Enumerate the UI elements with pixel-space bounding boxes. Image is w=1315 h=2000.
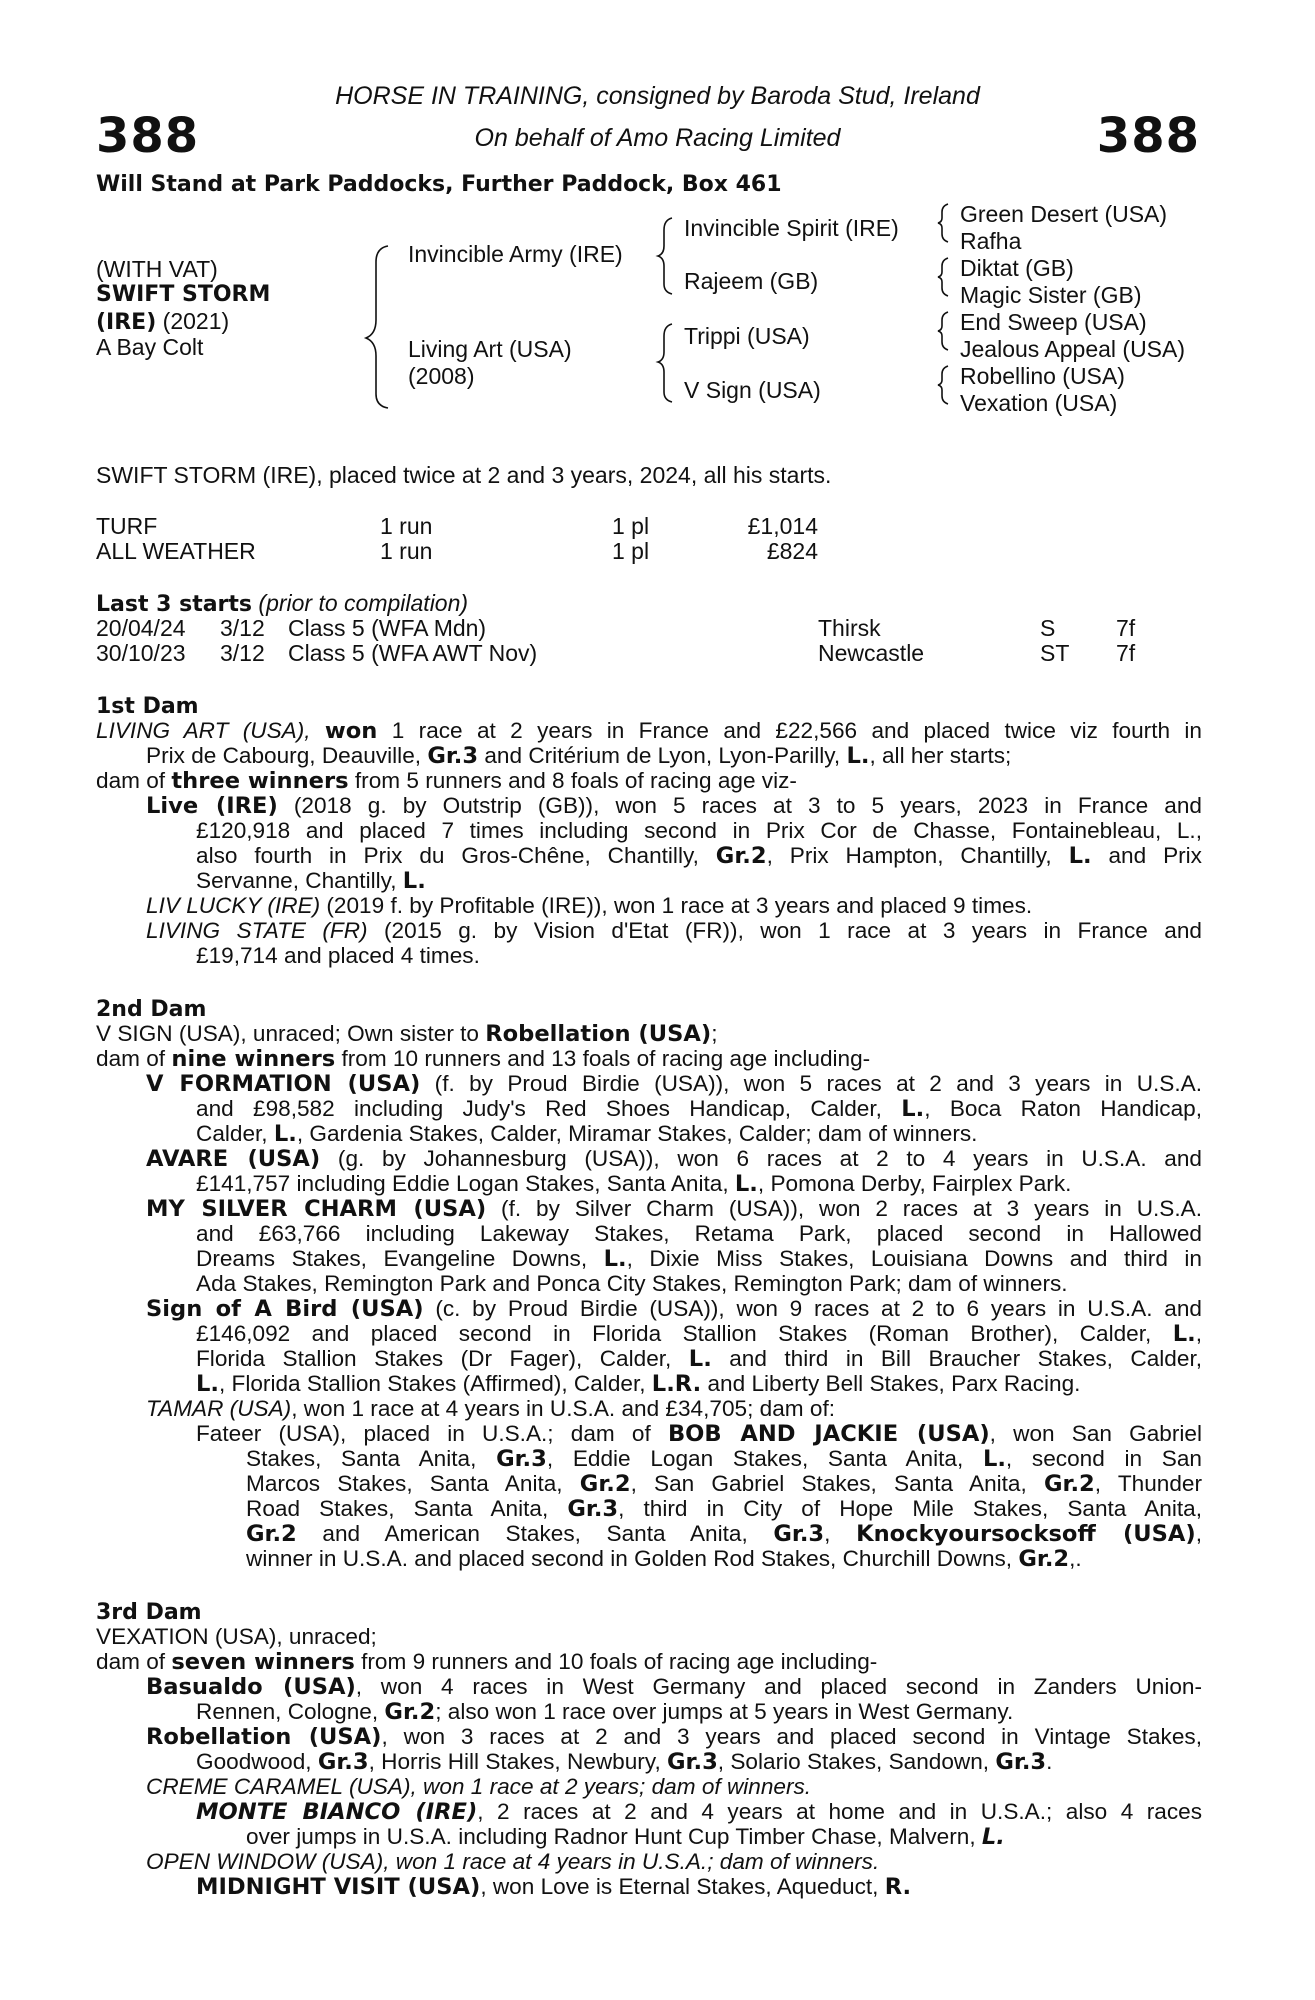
start-race: Class 5 (WFA Mdn) bbox=[288, 615, 487, 641]
produce-entry: CREME CARAMEL (USA), won 1 race at 2 years; dam of winners. bbox=[146, 1774, 812, 1799]
start-distance: 7f bbox=[1116, 640, 1136, 666]
produce-entry: £146,092 and placed second in Florida Stallion Stakes (Roman Brother), Calder, L., bbox=[196, 1321, 1202, 1347]
produce-entry: Marcos Stakes, Santa Anita, Gr.2, San Gabriel Stakes, Santa Anita, Gr.2, Thunder bbox=[246, 1471, 1202, 1497]
third-dam-heading: 3rd Dam bbox=[96, 1600, 202, 1625]
start-course: Newcastle bbox=[818, 640, 925, 666]
start-going: ST bbox=[1040, 640, 1070, 666]
record-surface: TURF bbox=[96, 513, 158, 539]
produce-entry: Stakes, Santa Anita, Gr.3, Eddie Logan Stakes, Santa Anita, L., second in San bbox=[246, 1446, 1202, 1472]
produce-entry: OPEN WINDOW (USA), won 1 race at 4 years in U.S.A.; dam of winners. bbox=[146, 1849, 880, 1874]
start-date: 30/10/23 bbox=[96, 640, 186, 666]
produce-entry: £19,714 and placed 4 times. bbox=[196, 943, 480, 968]
pedigree-sire-dam: Rajeem (GB) bbox=[684, 268, 819, 294]
produce-entry: Robellation (USA), won 3 races at 2 and 3 years and placed second in Vintage Stakes, bbox=[146, 1724, 1202, 1750]
record-prize: £824 bbox=[766, 538, 818, 564]
produce-entry: and £63,766 including Lakeway Stakes, Retama Park, placed second in Hallowed bbox=[196, 1221, 1202, 1246]
pedigree-dam-year: (2008) bbox=[408, 363, 475, 389]
produce-entry: over jumps in U.S.A. including Radnor Hunt Cup Timber Chase, Malvern, L. bbox=[246, 1824, 1005, 1850]
horse-description: A Bay Colt bbox=[96, 334, 204, 360]
produce-entry: Dreams Stakes, Evangeline Downs, L., Dixie Miss Stakes, Louisiana Downs and third in bbox=[196, 1246, 1202, 1272]
produce-entry: Road Stakes, Santa Anita, Gr.3, third in City of Hope Mile Stakes, Santa Anita, bbox=[246, 1496, 1202, 1522]
pedigree-dam-sire: Trippi (USA) bbox=[684, 323, 810, 349]
lot-number-left: 388 bbox=[96, 108, 200, 164]
record-runs: 1 run bbox=[380, 538, 433, 564]
produce-entry: MIDNIGHT VISIT (USA), won Love is Eternal Stakes, Aqueduct, R. bbox=[196, 1874, 912, 1900]
produce-entry: Calder, L., Gardenia Stakes, Calder, Miramar Stakes, Calder; dam of winners. bbox=[196, 1121, 978, 1147]
start-position: 3/12 bbox=[220, 640, 265, 666]
produce-entry: Gr.2 and American Stakes, Santa Anita, Gr.3, Knockyoursocksoff (USA), bbox=[246, 1521, 1203, 1547]
pedigree-dds: Robellino (USA) bbox=[960, 363, 1125, 389]
lot-number-right: 388 bbox=[1096, 108, 1200, 164]
produce-entry: £120,918 and placed 7 times including second in Prix Cor de Chasse, Fontainebleau, L., bbox=[196, 818, 1202, 843]
produce-entry: L., Florida Stallion Stakes (Affirmed), Calder, L.R. and Liberty Bell Stakes, Parx Racing. bbox=[196, 1371, 1081, 1397]
first-dam-line: LIVING ART (USA), won 1 race at 2 years in France and £22,566 and placed twice viz fourth in bbox=[96, 718, 1202, 744]
produce-entry: also fourth in Prix du Gros-Chêne, Chantilly, Gr.2, Prix Hampton, Chantilly, L. and Prix bbox=[196, 843, 1202, 869]
first-dam-heading: 1st Dam bbox=[96, 694, 199, 719]
first-dam-line: Prix de Cabourg, Deauville, Gr.3 and Critérium de Lyon, Lyon-Parilly, L., all her starts; bbox=[146, 743, 1012, 769]
pedigree-dss: End Sweep (USA) bbox=[960, 309, 1147, 335]
pedigree-sdd: Magic Sister (GB) bbox=[960, 282, 1142, 308]
brace-gen3-2 bbox=[938, 258, 948, 296]
racing-summary: SWIFT STORM (IRE), placed twice at 2 and 3 years, 2024, all his starts. bbox=[96, 462, 832, 488]
pedigree-sire: Invincible Army (IRE) bbox=[408, 241, 623, 267]
produce-entry: Servanne, Chantilly, L. bbox=[196, 868, 426, 894]
produce-entry: Live (IRE) (2018 g. by Outstrip (GB)), won 5 races at 3 to 5 years, 2023 in France and bbox=[146, 793, 1202, 819]
brace-gen3-3 bbox=[938, 312, 948, 350]
third-dam-line: dam of seven winners from 9 runners and 10 foals of racing age including- bbox=[96, 1649, 878, 1675]
brace-gen3-4 bbox=[938, 366, 948, 404]
brace-gen3-1 bbox=[938, 204, 948, 242]
pedigree-dsd: Jealous Appeal (USA) bbox=[960, 336, 1186, 362]
produce-entry: AVARE (USA) (g. by Johannesburg (USA)), won 6 races at 2 to 4 years in U.S.A. and bbox=[146, 1146, 1202, 1172]
produce-entry: MY SILVER CHARM (USA) (f. by Silver Charm (USA)), won 2 races at 3 years in U.S.A. bbox=[146, 1196, 1202, 1222]
start-position: 3/12 bbox=[220, 615, 265, 641]
record-prize: £1,014 bbox=[747, 513, 818, 539]
brace-gen2-bottom bbox=[658, 324, 672, 402]
second-dam-heading: 2nd Dam bbox=[96, 997, 207, 1022]
produce-entry: Florida Stallion Stakes (Dr Fager), Calder, L. and third in Bill Braucher Stakes, Calder, bbox=[196, 1346, 1202, 1372]
produce-entry: V FORMATION (USA) (f. by Proud Birdie (USA)), won 5 races at 2 and 3 years in U.S.A. bbox=[146, 1071, 1203, 1097]
record-placed: 1 pl bbox=[612, 538, 650, 564]
second-dam-line: V SIGN (USA), unraced; Own sister to Robellation (USA); bbox=[96, 1021, 718, 1047]
first-dam-line: dam of three winners from 5 runners and 8 foals of racing age viz- bbox=[96, 768, 797, 794]
stabling-location: Will Stand at Park Paddocks, Further Paddock, Box 461 bbox=[96, 172, 782, 197]
pedigree-sire-sire: Invincible Spirit (IRE) bbox=[684, 215, 899, 241]
pedigree-dam-dam: V Sign (USA) bbox=[684, 377, 821, 403]
start-race: Class 5 (WFA AWT Nov) bbox=[288, 640, 538, 666]
record-placed: 1 pl bbox=[612, 513, 650, 539]
brace-gen2-top bbox=[658, 218, 672, 294]
pedigree-sss: Green Desert (USA) bbox=[960, 201, 1168, 227]
pedigree-ddd: Vexation (USA) bbox=[960, 390, 1118, 416]
produce-entry: Sign of A Bird (USA) (c. by Proud Birdie (USA)), won 9 races at 2 to 6 years in U.S.A. and bbox=[146, 1296, 1202, 1322]
produce-entry: LIV LUCKY (IRE) (2019 f. by Profitable (IRE)), won 1 race at 3 years and placed 9 times. bbox=[146, 893, 1033, 918]
produce-entry: Fateer (USA), placed in U.S.A.; dam of BOB AND JACKIE (USA), won San Gabriel bbox=[196, 1421, 1203, 1447]
produce-entry: MONTE BIANCO (IRE), 2 races at 2 and 4 years at home and in U.S.A.; also 4 races bbox=[196, 1799, 1202, 1825]
pedigree-ssd: Rafha bbox=[960, 228, 1022, 254]
last-starts-heading: Last 3 starts (prior to compilation) bbox=[96, 590, 469, 617]
produce-entry: £141,757 including Eddie Logan Stakes, Santa Anita, L., Pomona Derby, Fairplex Park. bbox=[196, 1171, 1072, 1197]
start-going: S bbox=[1040, 615, 1056, 641]
owner-line: On behalf of Amo Racing Limited bbox=[474, 124, 841, 152]
produce-entry: TAMAR (USA), won 1 race at 4 years in U.S.A. and £34,705; dam of: bbox=[146, 1396, 836, 1421]
consignor-line: HORSE IN TRAINING, consigned by Baroda Stud, Ireland bbox=[335, 82, 980, 110]
produce-entry: Rennen, Cologne, Gr.2; also won 1 race over jumps at 5 years in West Germany. bbox=[196, 1699, 1014, 1725]
start-course: Thirsk bbox=[818, 615, 881, 641]
start-distance: 7f bbox=[1116, 615, 1136, 641]
brace-gen1 bbox=[366, 246, 388, 408]
produce-entry: Ada Stakes, Remington Park and Ponca City Stakes, Remington Park; dam of winners. bbox=[196, 1271, 1068, 1296]
produce-entry: winner in U.S.A. and placed second in Golden Rod Stakes, Churchill Downs, Gr.2,. bbox=[246, 1546, 1082, 1572]
vat-note: (WITH VAT) bbox=[96, 256, 218, 282]
produce-entry: Basualdo (USA), won 4 races in West Germany and placed second in Zanders Union- bbox=[146, 1674, 1202, 1700]
third-dam-line: VEXATION (USA), unraced; bbox=[96, 1624, 377, 1649]
record-surface: ALL WEATHER bbox=[96, 538, 256, 564]
second-dam-line: dam of nine winners from 10 runners and 13 foals of racing age including- bbox=[96, 1046, 871, 1072]
start-date: 20/04/24 bbox=[96, 615, 186, 641]
pedigree-sds: Diktat (GB) bbox=[960, 255, 1074, 281]
produce-entry: Goodwood, Gr.3, Horris Hill Stakes, Newbury, Gr.3, Solario Stakes, Sandown, Gr.3. bbox=[196, 1749, 1053, 1775]
produce-entry: LIVING STATE (FR) (2015 g. by Vision d'Etat (FR)), won 1 race at 3 years in France and bbox=[146, 918, 1202, 943]
record-runs: 1 run bbox=[380, 513, 433, 539]
horse-name: SWIFT STORM bbox=[96, 282, 271, 307]
produce-entry: and £98,582 including Judy's Red Shoes Handicap, Calder, L., Boca Raton Handicap, bbox=[196, 1096, 1202, 1122]
horse-name-country-year: (IRE) (2021) bbox=[96, 308, 230, 335]
pedigree-dam: Living Art (USA) bbox=[408, 336, 572, 362]
